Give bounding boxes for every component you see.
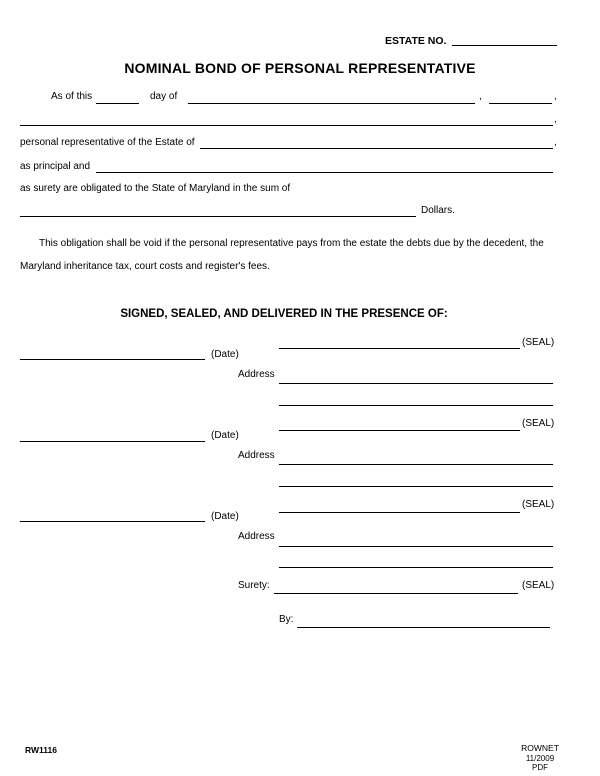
surety-obligation-label: as surety are obligated to the State of Maryland in the sum of bbox=[20, 183, 291, 194]
as-of-this-label: As of this bbox=[51, 91, 93, 102]
footer-format: PDF bbox=[532, 763, 548, 772]
signature-2-field[interactable] bbox=[279, 418, 520, 431]
seal-label-3: (SEAL) bbox=[522, 499, 555, 510]
comma-1: , bbox=[479, 91, 482, 102]
sum-amount-field[interactable] bbox=[20, 204, 416, 217]
address-3-line-1[interactable] bbox=[279, 534, 553, 547]
address-label-1: Address bbox=[238, 369, 275, 380]
day-of-label: day of bbox=[150, 91, 178, 102]
year-field[interactable] bbox=[489, 91, 552, 104]
address-label-2: Address bbox=[238, 450, 275, 461]
date-label-3: (Date) bbox=[211, 511, 239, 522]
estate-number-label: ESTATE NO. bbox=[385, 35, 447, 47]
address-2-line-2[interactable] bbox=[279, 474, 553, 487]
seal-label-2: (SEAL) bbox=[522, 418, 555, 429]
day-number-field[interactable] bbox=[96, 91, 139, 104]
obligation-text-line-1: This obligation shall be void if the personal representative pays from the estate the debts due by the decedent, the bbox=[39, 238, 544, 249]
address-1-line-2[interactable] bbox=[279, 393, 553, 406]
witness-2-field[interactable] bbox=[20, 429, 205, 442]
estate-name-field[interactable] bbox=[200, 136, 553, 149]
address-label-3: Address bbox=[238, 531, 275, 542]
signatures-heading: SIGNED, SEALED, AND DELIVERED IN THE PRESENCE OF: bbox=[120, 308, 448, 320]
dollars-label: Dollars. bbox=[421, 205, 455, 216]
obligation-text-line-2: Maryland inheritance tax, court costs and register's fees. bbox=[20, 261, 270, 272]
address-3-line-2[interactable] bbox=[279, 555, 553, 568]
surety-signature-field[interactable] bbox=[274, 581, 518, 594]
seal-label-1: (SEAL) bbox=[522, 337, 555, 348]
estate-of-label: personal representative of the Estate of bbox=[20, 137, 195, 148]
footer-date: 11/2009 bbox=[525, 754, 555, 763]
address-1-line-1[interactable] bbox=[279, 371, 553, 384]
by-label: By: bbox=[279, 614, 294, 625]
date-label-2: (Date) bbox=[211, 430, 239, 441]
principal-label: as principal and bbox=[20, 161, 91, 172]
month-field[interactable] bbox=[188, 91, 475, 104]
document-title: NOMINAL BOND OF PERSONAL REPRESENTATIVE bbox=[124, 60, 476, 76]
comma-4: , bbox=[554, 137, 557, 148]
form-number: RW1116 bbox=[25, 745, 57, 755]
footer-source: ROWNET bbox=[521, 743, 559, 753]
estate-number-field[interactable] bbox=[452, 33, 557, 46]
address-2-line-1[interactable] bbox=[279, 452, 553, 465]
witness-3-field[interactable] bbox=[20, 509, 205, 522]
comma-3: , bbox=[554, 114, 557, 125]
representative-name-field[interactable] bbox=[20, 113, 553, 126]
surety-label: Surety: bbox=[238, 580, 270, 591]
surety-name-field[interactable] bbox=[96, 160, 553, 173]
signature-3-field[interactable] bbox=[279, 500, 520, 513]
signature-1-field[interactable] bbox=[279, 336, 520, 349]
witness-1-field[interactable] bbox=[20, 347, 205, 360]
date-label-1: (Date) bbox=[211, 349, 239, 360]
seal-label-surety: (SEAL) bbox=[522, 580, 555, 591]
by-signature-field[interactable] bbox=[297, 615, 550, 628]
comma-2: , bbox=[554, 91, 557, 102]
